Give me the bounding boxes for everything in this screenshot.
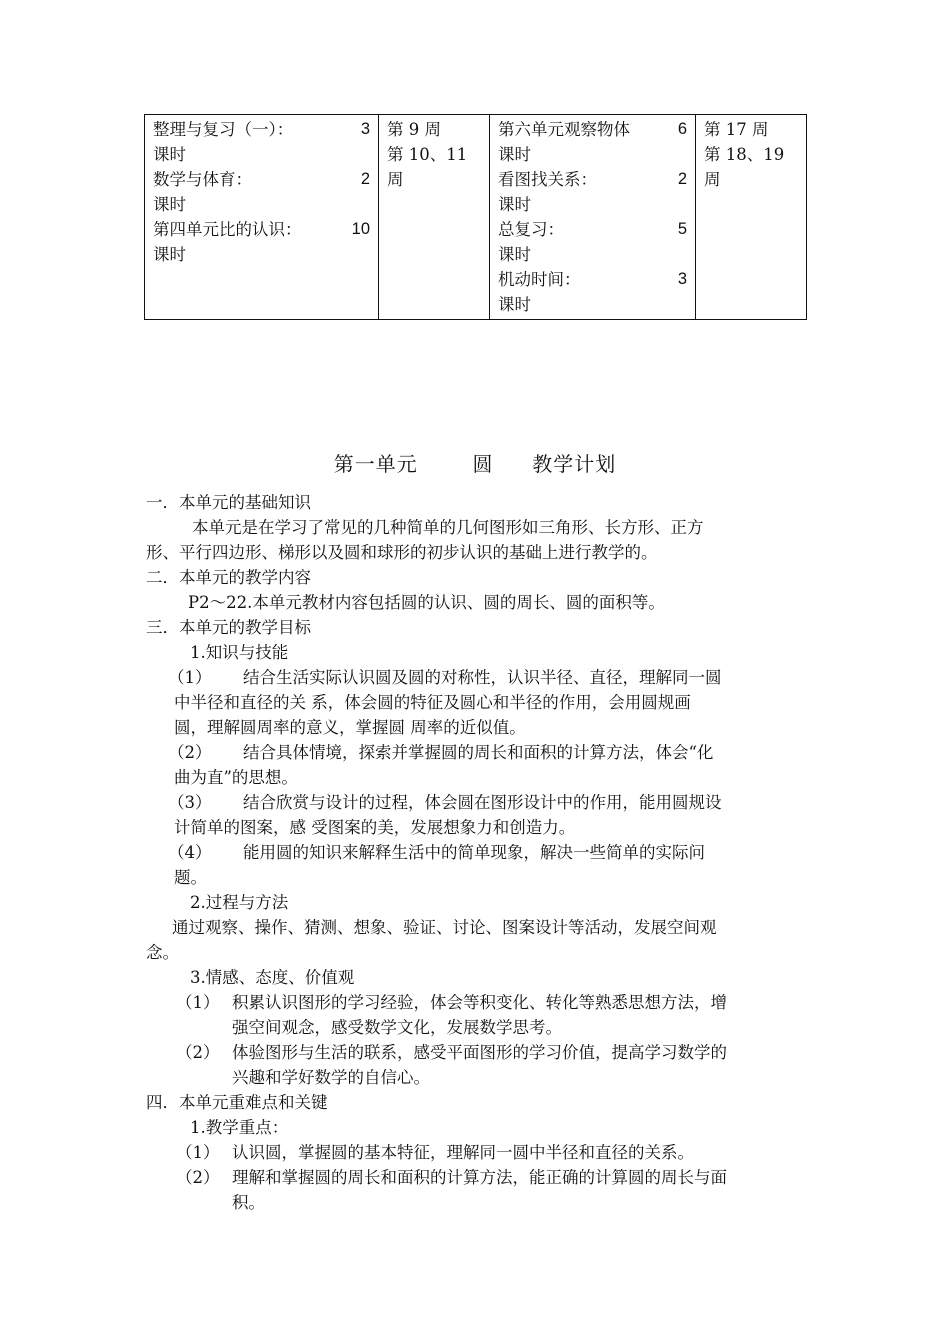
paragraph-line: 结合欣赏与设计的过程，体会圆在图形设计中的作用，能用圆规设: [243, 793, 722, 812]
section-heading: 二．本单元的教学内容: [146, 568, 311, 587]
table-row: [145, 115, 807, 320]
paragraph-line: 中半径和直径的关 系，体会圆的特征及圆心和半径的作用，会用圆规画: [174, 693, 691, 712]
subheading: 1.知识与技能: [190, 643, 289, 662]
paragraph-line: 积。: [232, 1193, 265, 1212]
schedule-entry: 总复习： 5 课时: [498, 220, 687, 264]
item-label: （1）: [176, 1143, 220, 1162]
item-label: （2）: [176, 1168, 220, 1187]
subheading: 2.过程与方法: [190, 893, 289, 912]
table-cell-units-1: [145, 115, 379, 320]
section-heading: 一．本单元的基础知识: [146, 493, 311, 512]
paragraph-line: 结合具体情境，探索并掌握圆的周长和面积的计算方法，体会“化: [243, 743, 714, 762]
paragraph-line: 积累认识图形的学习经验，体会等积变化、转化等熟悉思想方法，增: [232, 993, 727, 1012]
item-label: （2）: [176, 1043, 220, 1062]
paragraph-line: 本单元是在学习了常见的几种简单的几何图形如三角形、长方形、正方: [192, 518, 704, 537]
paragraph-line: 强空间观念，感受数学文化，发展数学思考。: [232, 1018, 562, 1037]
paragraph-line: 形、平行四边形、梯形以及圆和球形的初步认识的基础上进行教学的。: [146, 543, 658, 562]
schedule-entry: 数学与体育： 2 课时: [153, 170, 370, 214]
item-label: （4）: [168, 843, 212, 862]
table-cell-weeks-2: 第 17 周 第 18、19 周: [696, 115, 807, 320]
section-heading: 三．本单元的教学目标: [146, 618, 311, 637]
paragraph-line: P2～22.本单元教材内容包括圆的认识、圆的周长、圆的面积等。: [188, 593, 665, 612]
paragraph-line: 题。: [174, 868, 207, 887]
schedule-entry: 第四单元比的认识： 10 课时: [153, 220, 370, 264]
schedule-table: [144, 114, 807, 320]
subheading: 1.教学重点：: [190, 1118, 289, 1137]
table-cell-weeks-1: 第 9 周 第 10、11 周: [379, 115, 490, 320]
paragraph-line: 曲为直”的思想。: [174, 768, 298, 787]
subheading: 3.情感、态度、价值观: [190, 968, 355, 987]
paragraph-line: 圆，理解圆周率的意义，掌握圆 周率的近似值。: [174, 718, 526, 737]
paragraph-line: 通过观察、操作、猜测、想象、验证、讨论、图案设计等活动，发展空间观: [172, 918, 717, 937]
item-label: （1）: [168, 668, 212, 687]
table-cell-units-2: [490, 115, 696, 320]
schedule-entry: 第六单元观察物体 6 课时: [498, 120, 687, 164]
item-label: （1）: [176, 993, 220, 1012]
item-label: （2）: [168, 743, 212, 762]
paragraph-line: 体验图形与生活的联系，感受平面图形的学习价值，提高学习数学的: [232, 1043, 727, 1062]
paragraph-line: 结合生活实际认识圆及圆的对称性，认识半径、直径，理解同一圆: [243, 668, 722, 687]
schedule-entry: 看图找关系： 2 课时: [498, 170, 687, 214]
paragraph-line: 认识圆，掌握圆的基本特征，理解同一圆中半径和直径的关系。: [232, 1143, 694, 1162]
section-heading: 四．本单元重难点和关键: [146, 1093, 328, 1112]
paragraph-line: 能用圆的知识来解释生活中的简单现象，解决一些简单的实际问: [243, 843, 705, 862]
paragraph-line: 理解和掌握圆的周长和面积的计算方法，能正确的计算圆的周长与面: [232, 1168, 727, 1187]
paragraph-line: 兴趣和学好数学的自信心。: [232, 1068, 430, 1087]
schedule-entry: 机动时间： 3 课时: [498, 270, 687, 314]
schedule-entry: 整理与复习（一）： 3 课时: [153, 120, 370, 164]
page-title: 第一单元 圆 教学计划: [333, 452, 617, 476]
paragraph-line: 计简单的图案，感 受图案的美，发展想象力和创造力。: [174, 818, 576, 837]
item-label: （3）: [168, 793, 212, 812]
paragraph-line: 念。: [146, 943, 179, 962]
